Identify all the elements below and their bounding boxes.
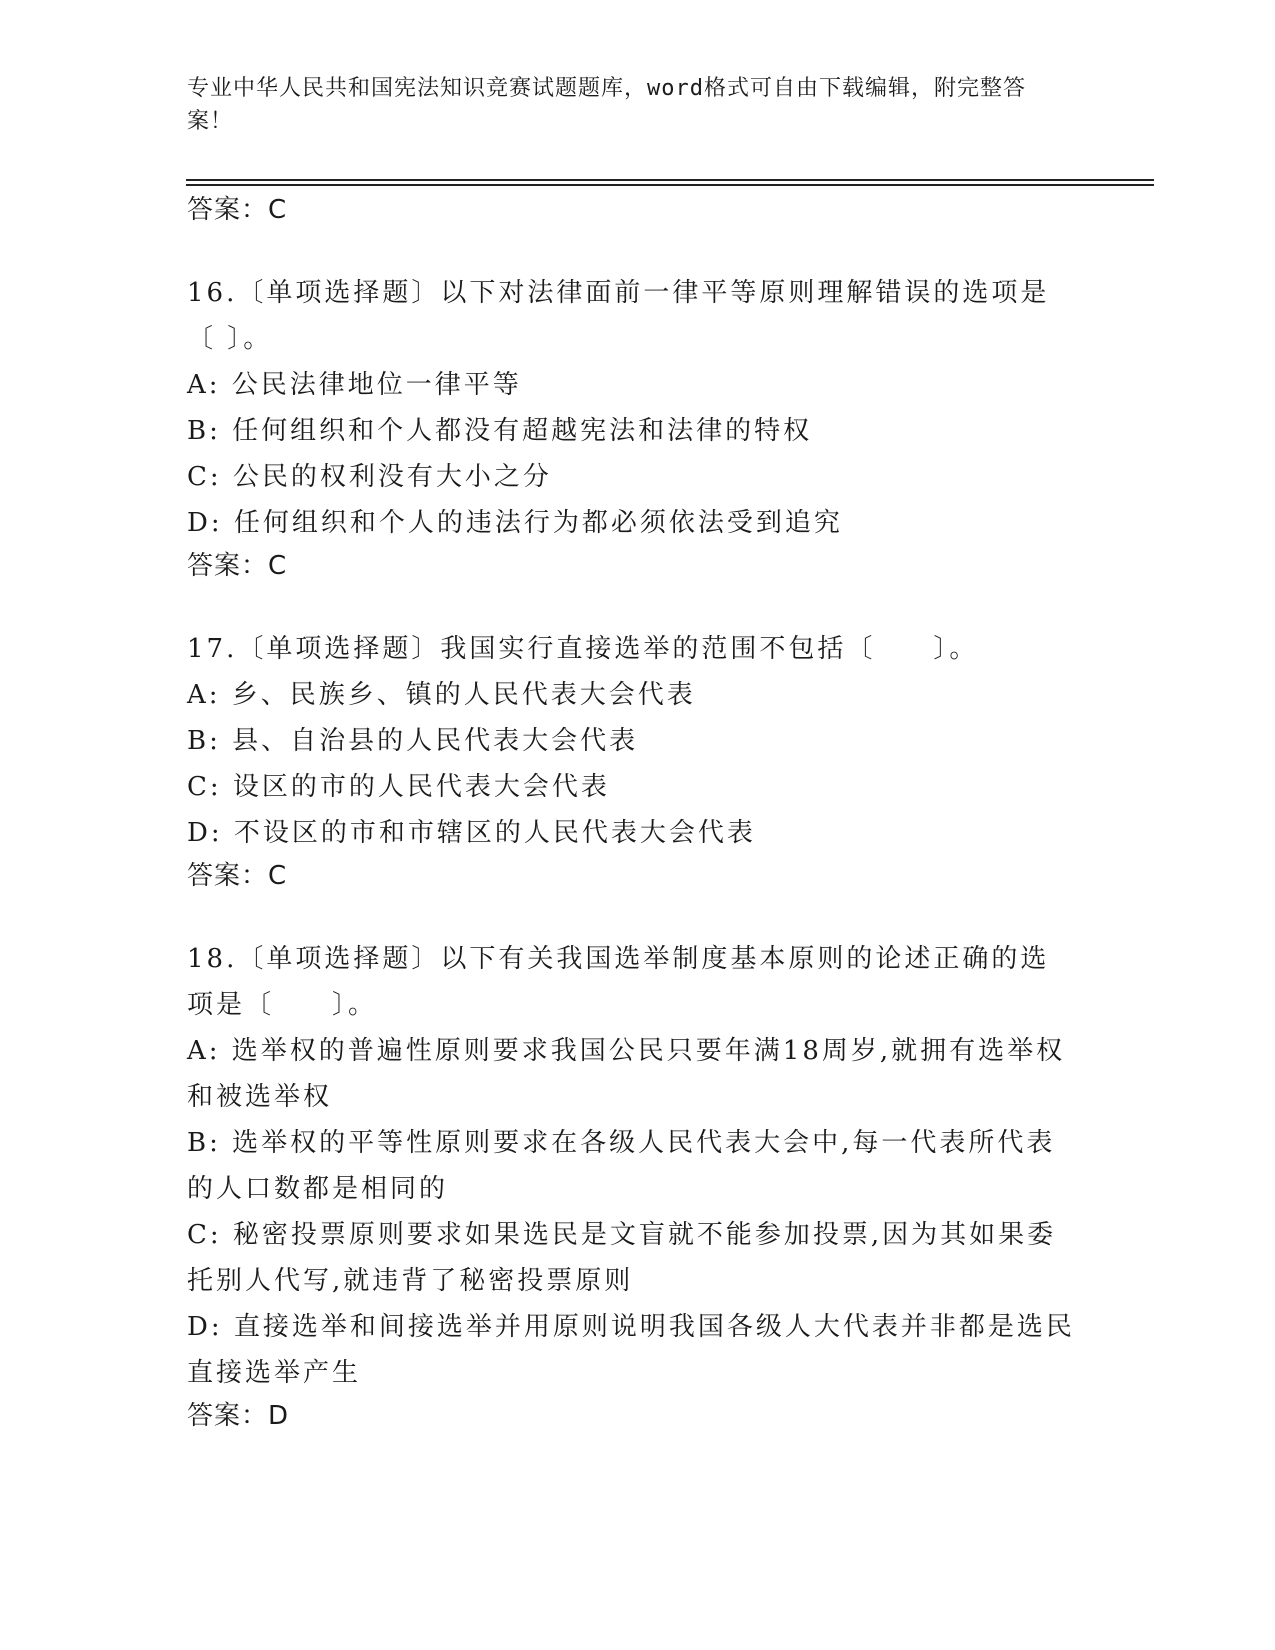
question-text: 17.〔单项选择题〕我国实行直接选举的范围不包括〔 〕。 [187,634,979,664]
question-text: 16.〔单项选择题〕以下对法律面前一律平等原则理解错误的选项是〔 〕。 [187,278,1050,354]
option-b: B: 选举权的平等性原则要求在各级人民代表大会中,每一代表所代表的人口数都是相同的 [187,1128,1056,1204]
question-item [187,626,1077,896]
option-b: B: 任何组织和个人都没有超越宪法和法律的特权 [187,416,813,446]
option-d: D: 任何组织和个人的违法行为都必须依法受到追究 [187,508,843,538]
answer-line: 答案：C [187,861,288,891]
option-d: D: 不设区的市和市辖区的人民代表大会代表 [187,818,756,848]
header-divider-bottom [186,184,1154,186]
option-b: B: 县、自治县的人民代表大会代表 [187,726,639,756]
question-text: 18.〔单项选择题〕以下有关我国选举制度基本原则的论述正确的选项是〔 〕。 [187,944,1050,1020]
answer-line: 答案：C [187,551,288,581]
option-d: D: 直接选举和间接选举并用原则说明我国各级人大代表并非都是选民直接选举产生 [187,1312,1075,1388]
option-c: C: 公民的权利没有大小之分 [187,462,552,492]
question-list [187,190,1077,1436]
option-c: C: 秘密投票原则要求如果选民是文盲就不能参加投票,因为其如果委托别人代写,就违背了秘密投票原则 [187,1220,1057,1296]
option-a: A: 选举权的普遍性原则要求我国公民只要年满18周岁,就拥有选举权和被选举权 [187,1036,1066,1112]
question-item [187,936,1077,1436]
answer-line: 答案：C [187,195,288,225]
option-a: A: 公民法律地位一律平等 [187,370,522,400]
document-header: 专业中华人民共和国宪法知识竞赛试题题库，word格式可自由下载编辑，附完整答案！ [187,76,1026,134]
header-divider-top [186,179,1154,181]
option-c: C: 设区的市的人民代表大会代表 [187,772,610,802]
question-item [187,270,1077,586]
answer-line: 答案：D [187,1401,290,1431]
option-a: A: 乡、民族乡、镇的人民代表大会代表 [187,680,696,710]
